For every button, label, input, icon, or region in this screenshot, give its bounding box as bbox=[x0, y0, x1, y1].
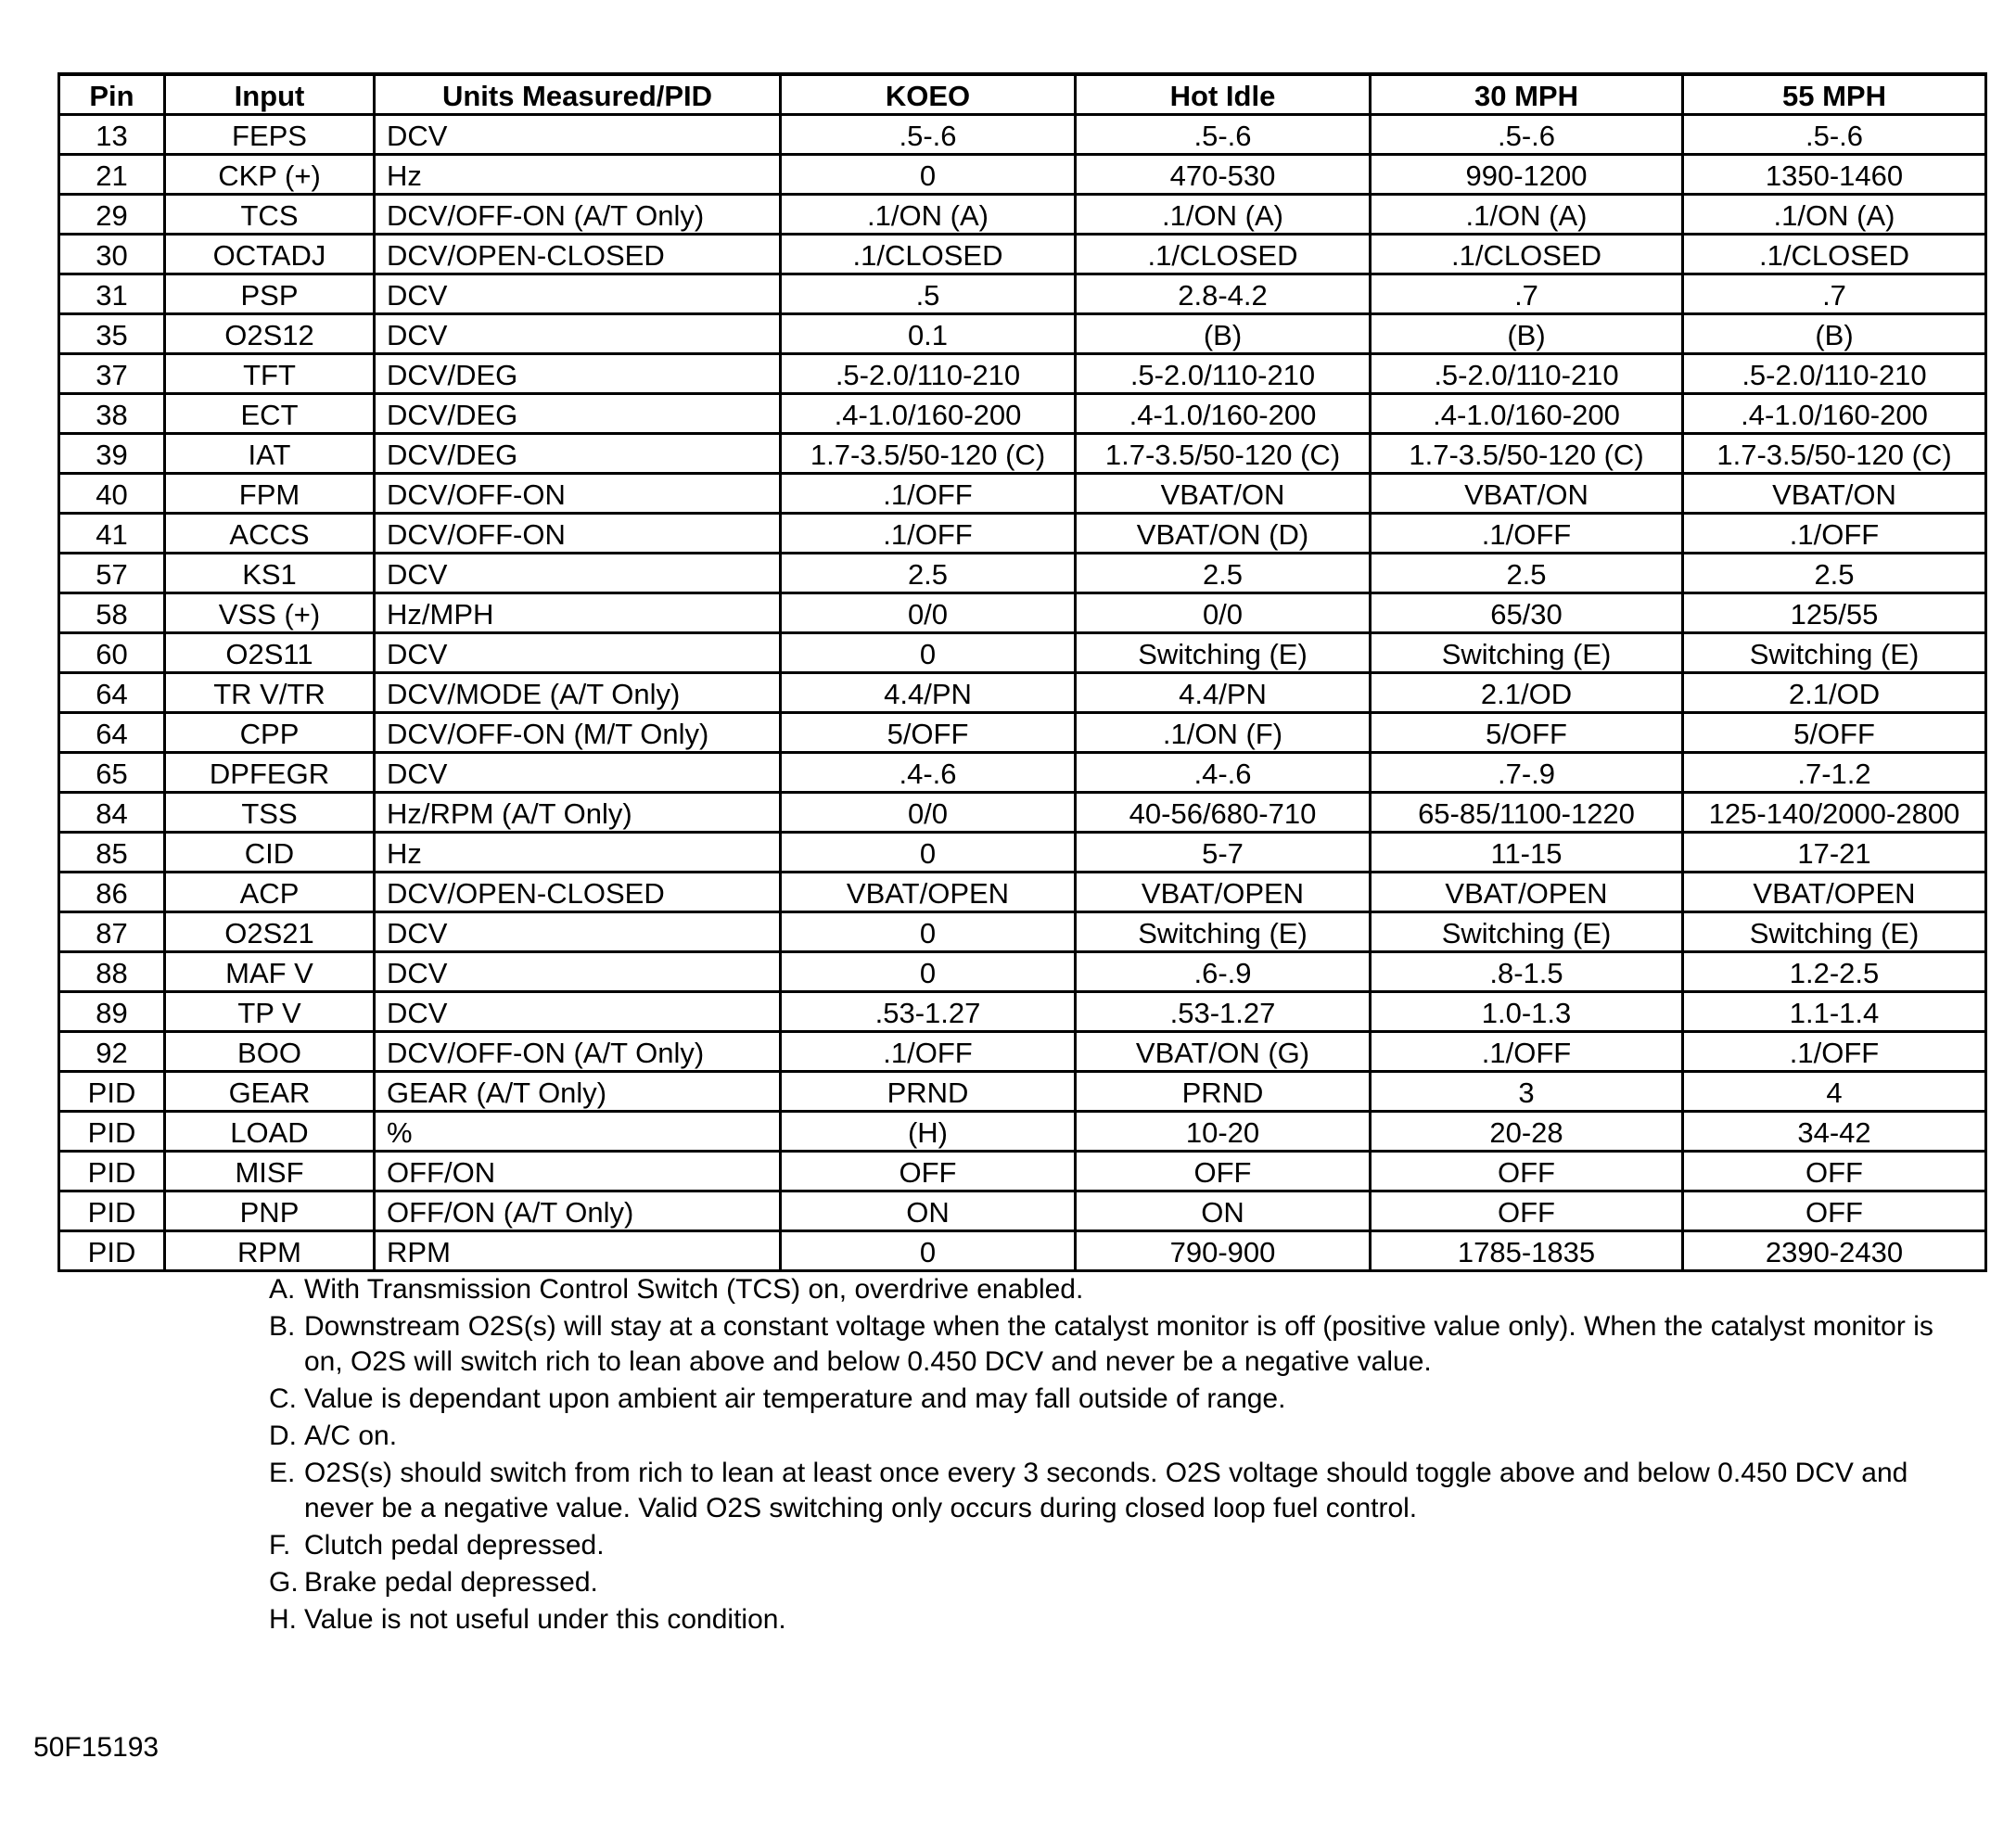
table-row bbox=[59, 1112, 1986, 1152]
mph30-cell: .5-.6 bbox=[1371, 115, 1683, 155]
mph30-cell: .5-2.0/110-210 bbox=[1371, 354, 1683, 394]
footnote-letter: H. bbox=[269, 1604, 297, 1635]
mph55-cell: 2390-2430 bbox=[1683, 1231, 1986, 1271]
table-row bbox=[59, 992, 1986, 1032]
footnote-text: A/C on. bbox=[304, 1421, 398, 1451]
hot-idle-cell: Switching (E) bbox=[1076, 912, 1371, 952]
mph55-cell: Switching (E) bbox=[1683, 912, 1986, 952]
pin-cell: 40 bbox=[59, 474, 165, 514]
input-cell: RPM bbox=[165, 1231, 375, 1271]
table-row bbox=[59, 1191, 1986, 1231]
input-cell: PSP bbox=[165, 274, 375, 314]
pin-cell: 38 bbox=[59, 394, 165, 434]
mph55-cell: 17-21 bbox=[1683, 833, 1986, 873]
pin-cell: 13 bbox=[59, 115, 165, 155]
mph30-cell: .1/OFF bbox=[1371, 514, 1683, 554]
mph55-cell: .5-.6 bbox=[1683, 115, 1986, 155]
footnote bbox=[269, 1419, 1938, 1454]
mph55-cell: .7 bbox=[1683, 274, 1986, 314]
column-header: KOEO bbox=[781, 74, 1076, 115]
mph30-cell: 20-28 bbox=[1371, 1112, 1683, 1152]
footnote-text: With Transmission Control Switch (TCS) on, overdrive enabled. bbox=[304, 1274, 1084, 1305]
mph30-cell: .7 bbox=[1371, 274, 1683, 314]
koeo-cell: (H) bbox=[781, 1112, 1076, 1152]
mph55-cell: OFF bbox=[1683, 1152, 1986, 1191]
mph30-cell: 1.7-3.5/50-120 (C) bbox=[1371, 434, 1683, 474]
hot-idle-cell: .4-.6 bbox=[1076, 753, 1371, 793]
pin-cell: 41 bbox=[59, 514, 165, 554]
koeo-cell: 0 bbox=[781, 952, 1076, 992]
koeo-cell: OFF bbox=[781, 1152, 1076, 1191]
units-cell: DCV/OFF-ON bbox=[375, 514, 781, 554]
pin-cell: 31 bbox=[59, 274, 165, 314]
koeo-cell: .1/OFF bbox=[781, 474, 1076, 514]
input-cell: TR V/TR bbox=[165, 673, 375, 713]
pin-cell: 39 bbox=[59, 434, 165, 474]
pid-reference-table-container bbox=[57, 72, 1984, 1272]
hot-idle-cell: 4.4/PN bbox=[1076, 673, 1371, 713]
units-cell: DCV bbox=[375, 912, 781, 952]
table-row bbox=[59, 593, 1986, 633]
hot-idle-cell: 10-20 bbox=[1076, 1112, 1371, 1152]
units-cell: DCV/OFF-ON (A/T Only) bbox=[375, 195, 781, 235]
input-cell: TCS bbox=[165, 195, 375, 235]
input-cell: O2S21 bbox=[165, 912, 375, 952]
mph30-cell: 990-1200 bbox=[1371, 155, 1683, 195]
input-cell: ECT bbox=[165, 394, 375, 434]
input-cell: BOO bbox=[165, 1032, 375, 1072]
pin-cell: 37 bbox=[59, 354, 165, 394]
pin-cell: 86 bbox=[59, 873, 165, 912]
input-cell: GEAR bbox=[165, 1072, 375, 1112]
table-row bbox=[59, 713, 1986, 753]
pin-cell: PID bbox=[59, 1231, 165, 1271]
hot-idle-cell: .5-.6 bbox=[1076, 115, 1371, 155]
koeo-cell: PRND bbox=[781, 1072, 1076, 1112]
table-row bbox=[59, 474, 1986, 514]
mph55-cell: 125/55 bbox=[1683, 593, 1986, 633]
koeo-cell: 0 bbox=[781, 155, 1076, 195]
units-cell: OFF/ON (A/T Only) bbox=[375, 1191, 781, 1231]
mph55-cell: 5/OFF bbox=[1683, 713, 1986, 753]
hot-idle-cell: (B) bbox=[1076, 314, 1371, 354]
table-row bbox=[59, 354, 1986, 394]
mph55-cell: 125-140/2000-2800 bbox=[1683, 793, 1986, 833]
hot-idle-cell: .1/CLOSED bbox=[1076, 235, 1371, 274]
table-row bbox=[59, 314, 1986, 354]
mph55-cell: 1.1-1.4 bbox=[1683, 992, 1986, 1032]
footnote bbox=[269, 1272, 1938, 1307]
units-cell: DCV/OFF-ON bbox=[375, 474, 781, 514]
pin-cell: 60 bbox=[59, 633, 165, 673]
table-row bbox=[59, 1231, 1986, 1271]
units-cell: GEAR (A/T Only) bbox=[375, 1072, 781, 1112]
footnote bbox=[269, 1602, 1938, 1637]
table-row bbox=[59, 235, 1986, 274]
hot-idle-cell: VBAT/ON (D) bbox=[1076, 514, 1371, 554]
pin-cell: 84 bbox=[59, 793, 165, 833]
mph30-cell: VBAT/ON bbox=[1371, 474, 1683, 514]
input-cell: TFT bbox=[165, 354, 375, 394]
input-cell: MAF V bbox=[165, 952, 375, 992]
input-cell: TSS bbox=[165, 793, 375, 833]
units-cell: DCV bbox=[375, 952, 781, 992]
hot-idle-cell: VBAT/OPEN bbox=[1076, 873, 1371, 912]
mph55-cell: (B) bbox=[1683, 314, 1986, 354]
mph30-cell: .1/ON (A) bbox=[1371, 195, 1683, 235]
hot-idle-cell: 790-900 bbox=[1076, 1231, 1371, 1271]
mph55-cell: .1/CLOSED bbox=[1683, 235, 1986, 274]
units-cell: DCV bbox=[375, 314, 781, 354]
hot-idle-cell: OFF bbox=[1076, 1152, 1371, 1191]
pin-cell: 92 bbox=[59, 1032, 165, 1072]
footnotes bbox=[269, 1272, 1938, 1639]
footnote-letter: F. bbox=[269, 1530, 291, 1561]
koeo-cell: 0 bbox=[781, 1231, 1076, 1271]
hot-idle-cell: 0/0 bbox=[1076, 593, 1371, 633]
hot-idle-cell: ON bbox=[1076, 1191, 1371, 1231]
mph30-cell: Switching (E) bbox=[1371, 912, 1683, 952]
mph55-cell: OFF bbox=[1683, 1191, 1986, 1231]
table-row bbox=[59, 115, 1986, 155]
mph30-cell: .7-.9 bbox=[1371, 753, 1683, 793]
table-row bbox=[59, 793, 1986, 833]
footnote bbox=[269, 1528, 1938, 1563]
footnote-text: Value is not useful under this condition. bbox=[304, 1604, 786, 1635]
units-cell: DCV bbox=[375, 554, 781, 593]
units-cell: DCV bbox=[375, 115, 781, 155]
mph55-cell: .1/OFF bbox=[1683, 1032, 1986, 1072]
koeo-cell: ON bbox=[781, 1191, 1076, 1231]
mph55-cell: 1350-1460 bbox=[1683, 155, 1986, 195]
units-cell: DCV/DEG bbox=[375, 394, 781, 434]
footnote bbox=[269, 1309, 1938, 1380]
pin-cell: 30 bbox=[59, 235, 165, 274]
units-cell: Hz/RPM (A/T Only) bbox=[375, 793, 781, 833]
footnote-letter: G. bbox=[269, 1567, 299, 1598]
mph55-cell: 2.5 bbox=[1683, 554, 1986, 593]
pin-cell: 85 bbox=[59, 833, 165, 873]
footnote-letter: A. bbox=[269, 1274, 296, 1305]
pin-cell: PID bbox=[59, 1112, 165, 1152]
table-row bbox=[59, 394, 1986, 434]
pin-cell: 21 bbox=[59, 155, 165, 195]
table-row bbox=[59, 554, 1986, 593]
mph30-cell: 3 bbox=[1371, 1072, 1683, 1112]
koeo-cell: 0 bbox=[781, 833, 1076, 873]
input-cell: DPFEGR bbox=[165, 753, 375, 793]
input-cell: PNP bbox=[165, 1191, 375, 1231]
input-cell: O2S11 bbox=[165, 633, 375, 673]
pin-cell: 87 bbox=[59, 912, 165, 952]
koeo-cell: .1/OFF bbox=[781, 1032, 1076, 1072]
mph55-cell: 4 bbox=[1683, 1072, 1986, 1112]
footnote-letter: C. bbox=[269, 1383, 297, 1414]
input-cell: ACCS bbox=[165, 514, 375, 554]
mph55-cell: VBAT/ON bbox=[1683, 474, 1986, 514]
units-cell: DCV bbox=[375, 633, 781, 673]
units-cell: DCV/OFF-ON (M/T Only) bbox=[375, 713, 781, 753]
koeo-cell: .5-.6 bbox=[781, 115, 1076, 155]
footnote-text: Brake pedal depressed. bbox=[304, 1567, 598, 1598]
input-cell: OCTADJ bbox=[165, 235, 375, 274]
hot-idle-cell: 40-56/680-710 bbox=[1076, 793, 1371, 833]
table-row bbox=[59, 633, 1986, 673]
table-row bbox=[59, 833, 1986, 873]
mph30-cell: 2.5 bbox=[1371, 554, 1683, 593]
input-cell: IAT bbox=[165, 434, 375, 474]
mph30-cell: .1/OFF bbox=[1371, 1032, 1683, 1072]
footnote bbox=[269, 1382, 1938, 1417]
footnote-text: O2S(s) should switch from rich to lean at least once every 3 seconds. O2S voltage should toggle above and below 0.450 DCV and never be a negative value. Valid O2S switching only occurs during closed loop fuel control. bbox=[304, 1458, 1908, 1523]
input-cell: MISF bbox=[165, 1152, 375, 1191]
input-cell: FPM bbox=[165, 474, 375, 514]
units-cell: RPM bbox=[375, 1231, 781, 1271]
mph55-cell: .5-2.0/110-210 bbox=[1683, 354, 1986, 394]
table-row bbox=[59, 514, 1986, 554]
mph55-cell: 34-42 bbox=[1683, 1112, 1986, 1152]
footnote bbox=[269, 1565, 1938, 1600]
hot-idle-cell: Switching (E) bbox=[1076, 633, 1371, 673]
pin-cell: 88 bbox=[59, 952, 165, 992]
mph30-cell: 5/OFF bbox=[1371, 713, 1683, 753]
pin-cell: PID bbox=[59, 1072, 165, 1112]
figure-code: 50F15193 bbox=[33, 1732, 159, 1763]
mph55-cell: 1.2-2.5 bbox=[1683, 952, 1986, 992]
hot-idle-cell: VBAT/ON (G) bbox=[1076, 1032, 1371, 1072]
input-cell: TP V bbox=[165, 992, 375, 1032]
koeo-cell: 1.7-3.5/50-120 (C) bbox=[781, 434, 1076, 474]
column-header: 55 MPH bbox=[1683, 74, 1986, 115]
input-cell: O2S12 bbox=[165, 314, 375, 354]
mph30-cell: 65-85/1100-1220 bbox=[1371, 793, 1683, 833]
table-row bbox=[59, 1072, 1986, 1112]
hot-idle-cell: 2.8-4.2 bbox=[1076, 274, 1371, 314]
pin-cell: 57 bbox=[59, 554, 165, 593]
mph30-cell: .4-1.0/160-200 bbox=[1371, 394, 1683, 434]
hot-idle-cell: .5-2.0/110-210 bbox=[1076, 354, 1371, 394]
mph55-cell: .1/OFF bbox=[1683, 514, 1986, 554]
hot-idle-cell: 1.7-3.5/50-120 (C) bbox=[1076, 434, 1371, 474]
pin-cell: 89 bbox=[59, 992, 165, 1032]
footnote-letter: B. bbox=[269, 1311, 296, 1342]
pin-cell: 64 bbox=[59, 673, 165, 713]
mph55-cell: Switching (E) bbox=[1683, 633, 1986, 673]
koeo-cell: 5/OFF bbox=[781, 713, 1076, 753]
hot-idle-cell: 5-7 bbox=[1076, 833, 1371, 873]
input-cell: KS1 bbox=[165, 554, 375, 593]
mph30-cell: (B) bbox=[1371, 314, 1683, 354]
mph55-cell: .4-1.0/160-200 bbox=[1683, 394, 1986, 434]
mph30-cell: OFF bbox=[1371, 1191, 1683, 1231]
mph55-cell: VBAT/OPEN bbox=[1683, 873, 1986, 912]
footnote-text: Value is dependant upon ambient air temperature and may fall outside of range. bbox=[304, 1383, 1286, 1414]
input-cell: CKP (+) bbox=[165, 155, 375, 195]
pin-cell: 29 bbox=[59, 195, 165, 235]
input-cell: VSS (+) bbox=[165, 593, 375, 633]
hot-idle-cell: .1/ON (F) bbox=[1076, 713, 1371, 753]
koeo-cell: VBAT/OPEN bbox=[781, 873, 1076, 912]
hot-idle-cell: 470-530 bbox=[1076, 155, 1371, 195]
column-header: Units Measured/PID bbox=[375, 74, 781, 115]
column-header: Hot Idle bbox=[1076, 74, 1371, 115]
table-row bbox=[59, 952, 1986, 992]
column-header: 30 MPH bbox=[1371, 74, 1683, 115]
table-body bbox=[59, 115, 1986, 1271]
hot-idle-cell: 2.5 bbox=[1076, 554, 1371, 593]
table-row bbox=[59, 1152, 1986, 1191]
table-row bbox=[59, 753, 1986, 793]
input-cell: LOAD bbox=[165, 1112, 375, 1152]
hot-idle-cell: .4-1.0/160-200 bbox=[1076, 394, 1371, 434]
footnote-letter: E. bbox=[269, 1458, 296, 1488]
units-cell: DCV/OPEN-CLOSED bbox=[375, 873, 781, 912]
pid-reference-table bbox=[57, 72, 1987, 1272]
units-cell: % bbox=[375, 1112, 781, 1152]
table-row bbox=[59, 195, 1986, 235]
table-row bbox=[59, 434, 1986, 474]
units-cell: DCV/MODE (A/T Only) bbox=[375, 673, 781, 713]
koeo-cell: 2.5 bbox=[781, 554, 1076, 593]
koeo-cell: 4.4/PN bbox=[781, 673, 1076, 713]
mph55-cell: .7-1.2 bbox=[1683, 753, 1986, 793]
input-cell: CID bbox=[165, 833, 375, 873]
mph30-cell: 65/30 bbox=[1371, 593, 1683, 633]
table-row bbox=[59, 155, 1986, 195]
table-row bbox=[59, 873, 1986, 912]
footnote-text: Clutch pedal depressed. bbox=[304, 1530, 605, 1561]
footnote-letter: D. bbox=[269, 1421, 297, 1451]
mph30-cell: VBAT/OPEN bbox=[1371, 873, 1683, 912]
mph55-cell: .1/ON (A) bbox=[1683, 195, 1986, 235]
koeo-cell: .53-1.27 bbox=[781, 992, 1076, 1032]
pin-cell: 35 bbox=[59, 314, 165, 354]
mph30-cell: .8-1.5 bbox=[1371, 952, 1683, 992]
pin-cell: 65 bbox=[59, 753, 165, 793]
koeo-cell: .1/OFF bbox=[781, 514, 1076, 554]
koeo-cell: .4-1.0/160-200 bbox=[781, 394, 1076, 434]
table-row bbox=[59, 274, 1986, 314]
hot-idle-cell: .6-.9 bbox=[1076, 952, 1371, 992]
koeo-cell: .1/CLOSED bbox=[781, 235, 1076, 274]
koeo-cell: 0 bbox=[781, 633, 1076, 673]
mph55-cell: 2.1/OD bbox=[1683, 673, 1986, 713]
units-cell: DCV/DEG bbox=[375, 434, 781, 474]
koeo-cell: 0.1 bbox=[781, 314, 1076, 354]
units-cell: Hz bbox=[375, 833, 781, 873]
pin-cell: 58 bbox=[59, 593, 165, 633]
units-cell: DCV/OFF-ON (A/T Only) bbox=[375, 1032, 781, 1072]
table-row bbox=[59, 1032, 1986, 1072]
footnote-text: Downstream O2S(s) will stay at a constant voltage when the catalyst monitor is off (positive value only). When the catalyst monitor is on, O2S will switch rich to lean above and below 0.450 DCV and never be a negative value. bbox=[304, 1311, 1933, 1377]
mph30-cell: OFF bbox=[1371, 1152, 1683, 1191]
mph30-cell: 1785-1835 bbox=[1371, 1231, 1683, 1271]
column-header: Input bbox=[165, 74, 375, 115]
hot-idle-cell: VBAT/ON bbox=[1076, 474, 1371, 514]
mph30-cell: 11-15 bbox=[1371, 833, 1683, 873]
units-cell: DCV/OPEN-CLOSED bbox=[375, 235, 781, 274]
footnote bbox=[269, 1456, 1938, 1526]
hot-idle-cell: .1/ON (A) bbox=[1076, 195, 1371, 235]
koeo-cell: 0 bbox=[781, 912, 1076, 952]
input-cell: CPP bbox=[165, 713, 375, 753]
pin-cell: 64 bbox=[59, 713, 165, 753]
column-header: Pin bbox=[59, 74, 165, 115]
table-header-row bbox=[59, 74, 1986, 115]
units-cell: Hz bbox=[375, 155, 781, 195]
units-cell: DCV bbox=[375, 753, 781, 793]
koeo-cell: .4-.6 bbox=[781, 753, 1076, 793]
units-cell: Hz/MPH bbox=[375, 593, 781, 633]
koeo-cell: .1/ON (A) bbox=[781, 195, 1076, 235]
hot-idle-cell: PRND bbox=[1076, 1072, 1371, 1112]
mph30-cell: 1.0-1.3 bbox=[1371, 992, 1683, 1032]
input-cell: FEPS bbox=[165, 115, 375, 155]
units-cell: DCV/DEG bbox=[375, 354, 781, 394]
koeo-cell: 0/0 bbox=[781, 793, 1076, 833]
hot-idle-cell: .53-1.27 bbox=[1076, 992, 1371, 1032]
mph30-cell: 2.1/OD bbox=[1371, 673, 1683, 713]
units-cell: DCV bbox=[375, 992, 781, 1032]
mph30-cell: Switching (E) bbox=[1371, 633, 1683, 673]
koeo-cell: .5 bbox=[781, 274, 1076, 314]
input-cell: ACP bbox=[165, 873, 375, 912]
table-row bbox=[59, 673, 1986, 713]
koeo-cell: .5-2.0/110-210 bbox=[781, 354, 1076, 394]
pin-cell: PID bbox=[59, 1152, 165, 1191]
mph30-cell: .1/CLOSED bbox=[1371, 235, 1683, 274]
koeo-cell: 0/0 bbox=[781, 593, 1076, 633]
pin-cell: PID bbox=[59, 1191, 165, 1231]
mph55-cell: 1.7-3.5/50-120 (C) bbox=[1683, 434, 1986, 474]
units-cell: OFF/ON bbox=[375, 1152, 781, 1191]
units-cell: DCV bbox=[375, 274, 781, 314]
table-row bbox=[59, 912, 1986, 952]
